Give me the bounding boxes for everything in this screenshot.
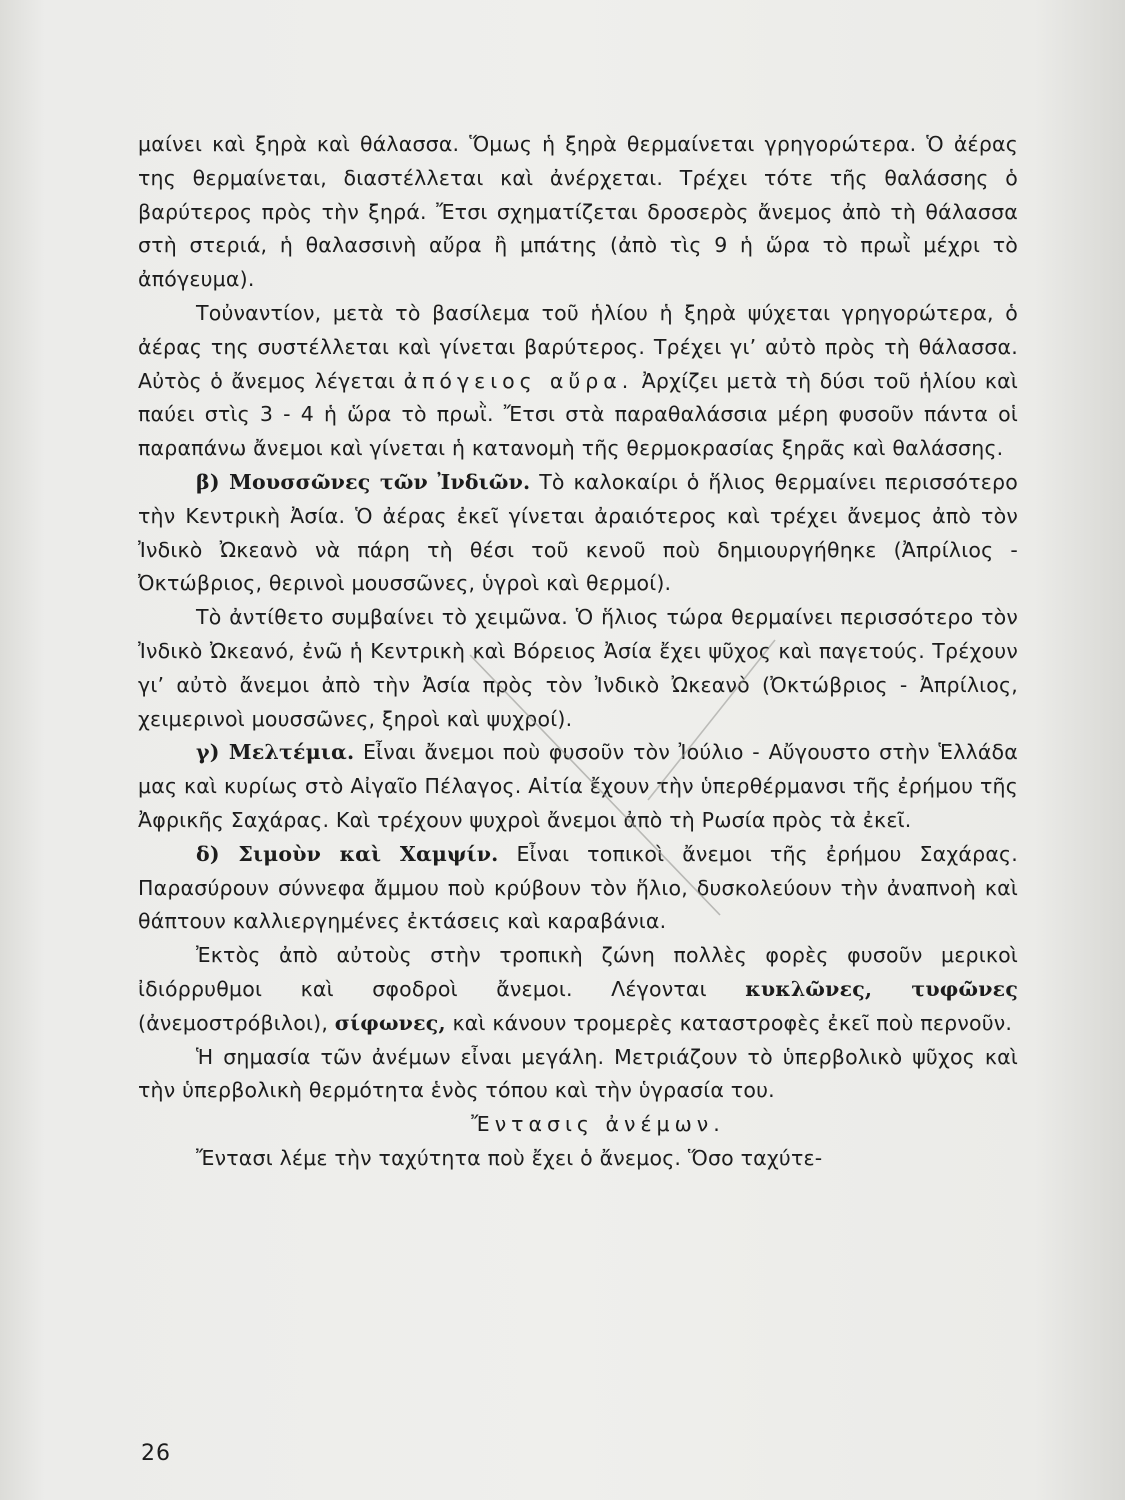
paragraph-intensity	[138, 1142, 1018, 1176]
paragraph-cyclones	[138, 939, 1018, 1040]
term-siphons: σίφωνες,	[334, 1010, 446, 1035]
page-number: 26	[141, 1441, 171, 1466]
heading-text: Ἔντασις ἀνέμων.	[471, 1112, 725, 1137]
paragraph-winter-monsoons	[138, 601, 1018, 736]
paragraph-text: Ἔντασι λέμε τὴν ταχύτητα ποὺ ἔχει ὁ ἄνεμος. Ὅσο ταχύτε-	[196, 1145, 823, 1170]
paragraph-text: Ἡ σημασία τῶν ἀνέμων εἶναι μεγάλη. Μετριάζουν τὸ ὑπερβολικὸ ψῦχος καὶ τὴν ὑπερβολικὴ θερμότητα ἑνὸς τόπου καὶ τὴν ὑγρασία του.	[138, 1044, 1018, 1103]
page-body	[138, 128, 1018, 1176]
paragraph-text: Εἶναι ἄνεμοι ποὺ φυσοῦν τὸν Ἰούλιο - Αὔγουστο στὴν Ἑλλάδα μας καὶ κυρίως στὸ Αἰγαῖο Πέλαγος. Αἰτία ἔχουν τὴν ὑπερθέρμανσι τῆς ἐρήμου τῆς Ἀφρικῆς Σαχάρας. Καὶ τρέχουν ψυχροὶ ἄνεμοι ἀπὸ τὴ Ρωσία πρὸς τὰ ἐκεῖ.	[138, 740, 1018, 832]
section-label-simoun: δ) Σιμοὺν καὶ Χαμψίν.	[196, 841, 499, 866]
paragraph-monsoons	[138, 466, 1018, 601]
paragraph-text: Τοὐναντίον, μετὰ τὸ βασίλεμα τοῦ ἡλίου ἡ ξηρὰ ψύχεται γρηγορώτερα, ὁ ἀέρας της συστέλλεται καὶ γίνεται βαρύτερος. Τρέχει γι’ αὐτὸ πρὸς τὴ θάλασσα. Αὐτὸς ὁ ἄνεμος λέγεται	[138, 300, 1018, 393]
section-heading-wind-intensity	[138, 1108, 1018, 1142]
term-apogeios-avra: ἀπόγειος αὔρα.	[403, 368, 634, 393]
paragraph-text: Ἀρχίζει μετὰ τὴ δύσι τοῦ ἡλίου καὶ παύει στὶς 3 - 4 ἡ ὥρα τὸ πρωῒ. Ἔτσι στὰ παραθαλάσσια μέρη φυσοῦν πάντα οἱ παραπάνω ἄνεμοι καὶ γίνεται ἡ κατανομὴ τῆς θερμοκρασίας ξηρᾶς καὶ θαλάσσης.	[138, 368, 1018, 461]
paragraph-land-breeze	[138, 297, 1018, 466]
paragraph-importance	[138, 1041, 1018, 1109]
paragraph-text: (ἀνεμοστρόβιλοι),	[138, 1010, 329, 1035]
section-label-meltemia: γ) Μελτέμια.	[196, 740, 355, 765]
paragraph-text: Τὸ ἀντίθετο συμβαίνει τὸ χειμῶνα. Ὁ ἥλιος τώρα θερμαίνει περισσότερο τὸν Ἰνδικὸ Ὠκεανό, ἐνῶ ἡ Κεντρικὴ καὶ Βόρειος Ἀσία ἔχει ψῦχος καὶ παγετούς. Τρέχουν γι’ αὐτὸ ἄνεμοι ἀπὸ τὴν Ἀσία πρὸς τὸν Ἰνδικὸ Ὠκεανὸ (Ὀκτώβριος - Ἀπρίλιος, χειμερινοὶ μουσσῶνες, ξηροὶ καὶ ψυχροί).	[138, 605, 1018, 731]
section-label-monsoons: β) Μουσσῶνες τῶν Ἰνδιῶν.	[196, 469, 531, 494]
paragraph-text: Τὸ καλοκαίρι ὁ ἥλιος θερμαίνει περισσότερο τὴν Κεντρικὴ Ἀσία. Ὁ ἀέρας ἐκεῖ γίνεται ἀραιότερος καὶ τρέχει ἄνεμος ἀπὸ τὸν Ἰνδικὸ Ὠκεανὸ νὰ πάρη τὴ θέσι τοῦ κενοῦ ποὺ δημιουργήθηκε (Ἀπρίλιος - Ὀκτώβριος, θερινοὶ μουσσῶνες, ὑγροὶ καὶ θερμοί).	[138, 469, 1019, 596]
term-cyclones-typhoons: κυκλῶνες, τυφῶνες	[745, 976, 1019, 1001]
paragraph-text: καὶ κάνουν τρομερὲς καταστροφὲς ἐκεῖ ποὺ περνοῦν.	[452, 1010, 1013, 1035]
paragraph-meltemia	[138, 736, 1018, 837]
paragraph-simoun-khamsin	[138, 838, 1018, 939]
paragraph-sea-breeze	[138, 128, 1018, 297]
paragraph-text: Εἶναι τοπικοὶ ἄνεμοι τῆς ἐρήμου Σαχάρας. Παρασύρουν σύννεφα ἄμμου ποὺ κρύβουν τὸν ἥλιο, δυσκολεύουν τὴν ἀναπνοὴ καὶ θάπτουν καλλιεργημένες ἐκτάσεις καὶ καραβάνια.	[138, 841, 1018, 934]
paragraph-text: Ἐκτὸς ἀπὸ αὐτοὺς στὴν τροπικὴ ζώνη πολλὲς φορὲς φυσοῦν μερικοὶ ἰδιόρρυθμοι καὶ σφοδροὶ ἄνεμοι. Λέγονται	[138, 943, 1018, 1001]
paragraph-text: μαίνει καὶ ξηρὰ καὶ θάλασσα. Ὅμως ἡ ξηρὰ θερμαίνεται γρηγορώτερα. Ὁ ἀέρας της θερμαίνεται, διαστέλλεται καὶ ἀνέρχεται. Τρέχει τότε τῆς θαλάσσης ὁ βαρύτερος πρὸς τὴν ξηρά. Ἔτσι σχηματίζεται δροσερὸς ἄνεμος ἀπὸ τὴ θάλασσα στὴ στεριά, ἡ θαλασσινὴ αὔρα ἢ μπάτης (ἀπὸ τὶς 9 ἡ ὥρα τὸ πρωῒ μέχρι τὸ ἀπόγευμα).	[138, 132, 1018, 292]
